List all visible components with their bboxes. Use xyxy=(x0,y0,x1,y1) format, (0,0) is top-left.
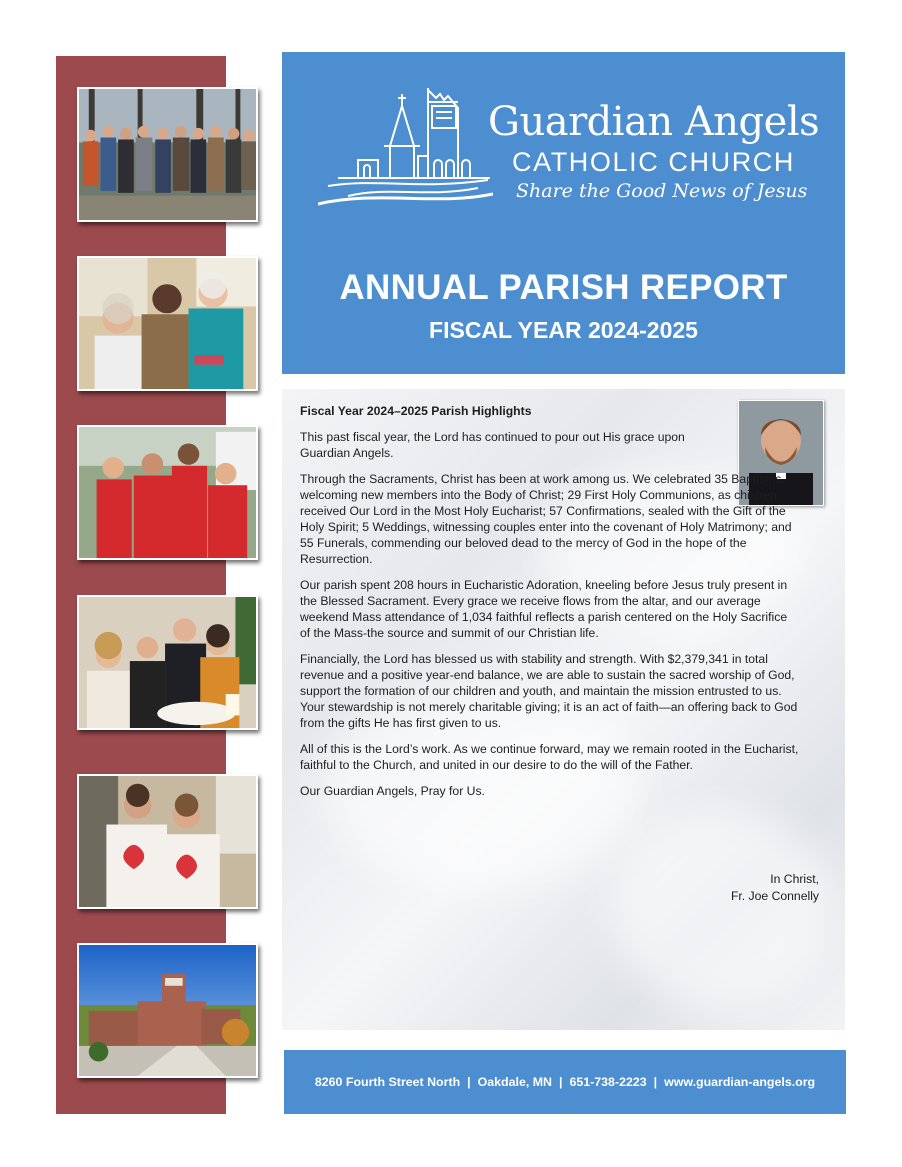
footer-city: Oakdale, MN xyxy=(477,1075,552,1089)
letter-paragraph: Our parish spent 208 hours in Eucharistic Adoration, kneeling before Jesus truly present in the Blessed Sacrament. Every grace we receive flows from the altar, and our average weekend Mass attendance of 1,034 faithful reflects a parish centered on the Holy Sacrifice of the Mass-the source and summit of our Christian life. xyxy=(300,578,788,640)
contact-footer xyxy=(284,1050,846,1114)
volunteers-red-shirts-photo xyxy=(77,425,258,560)
church-subtitle: CATHOLIC CHURCH xyxy=(512,147,796,177)
report-header xyxy=(282,52,845,374)
pastor-letter-panel xyxy=(282,389,845,1030)
footer-separator: | xyxy=(559,1075,563,1089)
church-tagline: Share the Good News of Jesus xyxy=(516,180,808,202)
letter-closing: In Christ, xyxy=(770,872,819,886)
reception-photo xyxy=(77,595,258,730)
fiscal-year-subtitle: FISCAL YEAR 2024-2025 xyxy=(429,317,698,343)
letter-paragraph: This past fiscal year, the Lord has continued to pour out His grace upon Guardian Angels. xyxy=(300,430,685,460)
church-logo-icon xyxy=(318,86,493,216)
letter-sign-off xyxy=(731,871,819,905)
youth-photo xyxy=(77,774,258,909)
footer-separator: | xyxy=(467,1075,471,1089)
letter-heading: Fiscal Year 2024–2025 Parish Highlights xyxy=(300,404,532,418)
footer-website-link[interactable]: www.guardian-angels.org xyxy=(664,1075,816,1089)
church-building-photo xyxy=(77,943,258,1078)
letter-paragraph: Financially, the Lord has blessed us with stability and strength. With $2,379,341 in total revenue and a positive year-end balance, we are able to sustain the sacred worship of God, support the formation of our children and youth, and maintain the mission entrusted to us. Your stewardship is not merely charitable giving; it is an act of faith—an offering back to God from the gifts He has first given to us. xyxy=(300,652,798,730)
letter-body xyxy=(300,403,800,809)
group-outdoor-photo xyxy=(77,87,258,222)
letter-paragraph: Our Guardian Angels, Pray for Us. xyxy=(300,784,485,798)
letter-signature: Fr. Joe Connelly xyxy=(730,889,819,903)
footer-separator: | xyxy=(653,1075,658,1089)
church-name: Guardian Angels xyxy=(488,99,820,145)
footer-phone[interactable]: 651-738-2223 xyxy=(569,1075,647,1089)
footer-address: 8260 Fourth Street North xyxy=(314,1075,461,1089)
letter-paragraph: Through the Sacraments, Christ has been at work among us. We celebrated 35 Baptisms, welcoming new members into the Body of Christ; 29 First Holy Communions, as children received Our Lord in the Most Holy Eucharist; 57 Confirmations, sealed with the Gift of the Holy Spirit; 5 Weddings, witnessing couples enter into the covenant of Holy Matrimony; and 55 Funerals, commending our beloved dead to the mercy of God in the hope of the Resurrection. xyxy=(300,472,792,566)
three-women-photo xyxy=(77,256,258,391)
letter-paragraph: All of this is the Lord’s work. As we continue forward, may we remain rooted in the Eucharist, faithful to the Church, and united in our desire to do the will of the Father. xyxy=(300,742,799,772)
report-title: ANNUAL PARISH REPORT xyxy=(339,268,788,307)
